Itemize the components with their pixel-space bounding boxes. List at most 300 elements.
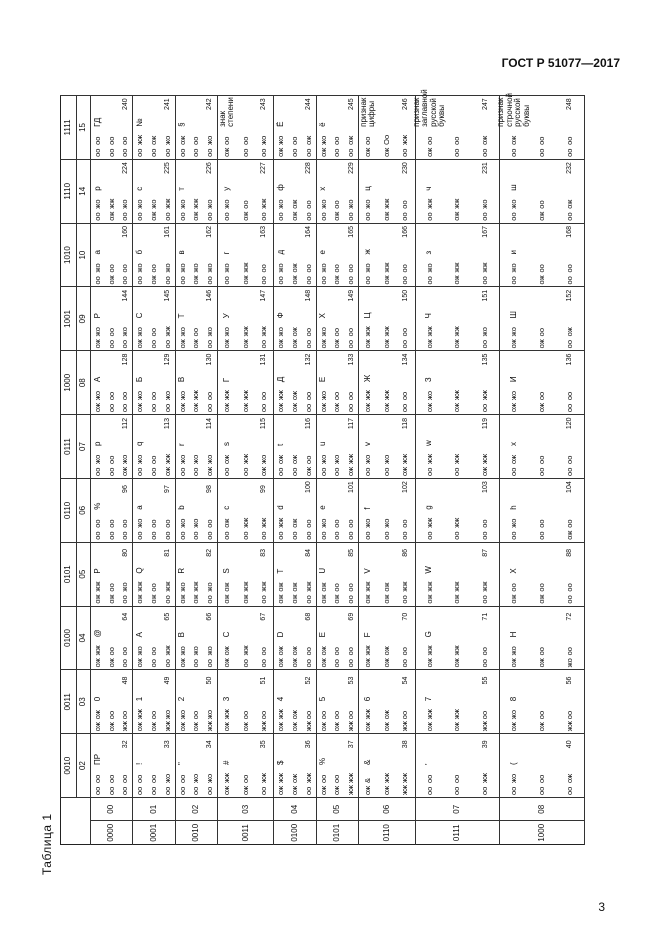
cell-decimal: 136: [566, 353, 574, 366]
cell-dots: жж: [363, 709, 373, 720]
cell-dots: ож: [318, 594, 328, 604]
cell-dots: оо: [346, 327, 356, 337]
cell-dots: оо: [162, 786, 172, 795]
cell-glyph: признак цифры: [358, 97, 377, 127]
cell-dots: оо: [205, 391, 215, 401]
row-code: 08: [500, 798, 585, 822]
cell-dots: жж: [276, 772, 286, 783]
cell-dots: оо: [400, 519, 410, 528]
cell-dots: оо: [400, 647, 410, 656]
cell-dots: оо: [565, 455, 575, 464]
cell-dots: жо: [205, 582, 215, 592]
cell-dots: ож: [381, 147, 391, 157]
cell-dots: жо: [480, 199, 490, 209]
row-bits: 0111: [415, 821, 500, 845]
column-code: 03: [77, 670, 91, 734]
code-cell: [359, 159, 415, 223]
code-cell: [274, 670, 316, 734]
cell-dots: жо: [509, 263, 519, 273]
row-bits: 0000: [91, 821, 133, 845]
code-cell: [415, 670, 500, 734]
cell-glyph: У: [222, 313, 232, 319]
cell-decimal: 103: [481, 481, 489, 493]
cell-decimal: 166: [401, 226, 409, 238]
cell-dots: ож: [222, 646, 232, 656]
cell-dots: ож: [177, 722, 187, 732]
cell-dots: оо: [424, 212, 434, 221]
code-cell: [133, 734, 175, 798]
cell-dots: оо: [106, 583, 116, 592]
cell-dots: жж: [162, 326, 172, 337]
cell-dots: жж: [191, 581, 201, 592]
cell-dots: ож: [92, 722, 102, 732]
cell-glyph: Х: [318, 312, 328, 319]
cell-dots: ож: [92, 710, 102, 720]
cell-dots: жж: [162, 721, 172, 732]
cell-dots: ож: [120, 466, 130, 476]
cell-dots: оо: [177, 467, 187, 476]
code-cell: [316, 223, 358, 287]
cell-dots: оо: [120, 531, 130, 540]
cell-dots: жо: [509, 327, 519, 337]
cell-dots: оо: [259, 647, 269, 656]
cell-dots: оо: [290, 148, 300, 157]
cell-decimal: 82: [206, 548, 214, 557]
cell-glyph: у: [222, 186, 232, 191]
cell-dots: ож: [177, 594, 187, 604]
cell-dots: жж: [162, 581, 172, 592]
cell-dots: оо: [106, 136, 116, 145]
cell-dots: оо: [480, 531, 490, 540]
cell-dots: оо: [332, 583, 342, 592]
cell-dots: ож: [381, 710, 391, 720]
cell-glyph: ш: [509, 184, 518, 191]
cell-dots: оо: [303, 595, 313, 604]
code-cell: [91, 734, 133, 798]
cell-decimal: 134: [401, 353, 409, 366]
cell-dots: жж: [400, 772, 410, 783]
cell-dots: жж: [240, 453, 250, 464]
cell-dots: оо: [346, 583, 356, 592]
cell-dots: жо: [363, 454, 373, 464]
cell-decimal: 39: [481, 740, 489, 749]
code-cell: [415, 478, 500, 542]
row-bits: 0100: [274, 821, 316, 845]
row-bits: 0001: [133, 821, 175, 845]
cell-decimal: 163: [260, 226, 268, 238]
cell-dots: оо: [149, 327, 159, 337]
cell-dots: оо: [259, 710, 269, 720]
cell-dots: ож: [537, 658, 547, 668]
code-cell: [316, 606, 358, 670]
cell-dots: оо: [303, 148, 313, 157]
cell-glyph: г: [222, 251, 232, 255]
cell-dots: оо: [565, 276, 575, 285]
code-cell: [274, 542, 316, 606]
cell-dots: ож: [303, 135, 313, 145]
cell-dots: ож: [452, 275, 462, 285]
cell-dots: жо: [177, 454, 187, 464]
cell-glyph: U: [318, 567, 328, 574]
cell-dots: оо: [303, 327, 313, 337]
cell-dots: ож: [222, 147, 232, 157]
cell-decimal: 225: [164, 162, 172, 174]
cell-dots: оо: [205, 212, 215, 221]
cell-dots: ож: [363, 403, 373, 413]
cell-dots: оо: [303, 519, 313, 528]
cell-dots: ож: [106, 211, 116, 221]
cell-dots: жж: [424, 326, 434, 337]
cell-dots: ож: [290, 263, 300, 273]
cell-dots: жо: [191, 263, 201, 273]
cell-dots: жо: [92, 263, 102, 273]
column-code: 15: [77, 96, 91, 160]
cell-dots: ож: [290, 211, 300, 221]
cell-glyph: &: [363, 759, 373, 765]
cell-dots: оо: [480, 710, 490, 720]
cell-dots: оо: [120, 774, 130, 783]
cell-dots: оо: [149, 519, 159, 528]
cell-dots: оо: [205, 276, 215, 285]
cell-glyph: !: [135, 762, 145, 765]
cell-dots: жж: [259, 581, 269, 592]
cell-dots: ож: [332, 211, 342, 221]
cell-dots: ож: [363, 594, 373, 604]
cell-dots: ож: [565, 530, 575, 540]
cell-dots: жо: [205, 263, 215, 273]
cell-dots: ож: [318, 582, 328, 592]
cell-decimal: 145: [164, 289, 172, 302]
code-cell: [274, 287, 316, 351]
cell-dots: жо: [135, 518, 145, 528]
cell-decimal: 68: [305, 612, 313, 621]
cell-dots: оо: [480, 212, 490, 221]
cell-dots: оо: [303, 647, 313, 656]
cell-dots: жо: [191, 773, 201, 783]
cell-dots: ож: [346, 135, 356, 145]
cell-glyph: (: [509, 762, 518, 765]
cell-dots: оо: [205, 519, 215, 528]
cell-dots: оо: [565, 647, 575, 656]
cell-dots: жж: [92, 645, 102, 656]
cell-dots: оо: [332, 710, 342, 720]
cell-dots: ож: [537, 594, 547, 604]
code-cell: [359, 415, 415, 479]
code-cell: [175, 159, 217, 223]
cell-dots: оо: [318, 467, 328, 476]
cell-dots: оо: [259, 659, 269, 668]
cell-decimal: 113: [164, 417, 172, 430]
cell-glyph: ч: [424, 186, 434, 191]
cell-dots: ож: [162, 466, 172, 476]
code-cell: [415, 223, 500, 287]
cell-glyph: §: [177, 122, 187, 127]
code-cell: [274, 478, 316, 542]
cell-glyph: Е: [318, 632, 328, 638]
cell-dots: жж: [240, 517, 250, 528]
row-bits: 0101: [316, 821, 358, 845]
cell-decimal: 83: [260, 548, 268, 557]
cell-dots: жж: [240, 645, 250, 656]
code-cell: [359, 223, 415, 287]
cell-dots: оо: [259, 264, 269, 273]
cell-dots: оо: [149, 148, 159, 157]
cell-dots: оо: [480, 519, 490, 528]
cell-dots: оо: [346, 519, 356, 528]
cell-dots: оо: [480, 276, 490, 285]
cell-dots: ож: [240, 785, 250, 795]
row-bits: 1000: [500, 821, 585, 845]
column-bits: 0111: [61, 415, 77, 479]
cell-dots: оо: [363, 531, 373, 540]
cell-glyph: е: [318, 250, 328, 255]
cell-decimal: 160: [121, 226, 129, 238]
cell-dots: оо: [92, 786, 102, 795]
cell-dots: оо: [565, 786, 575, 795]
cell-dots: жо: [205, 773, 215, 783]
cell-dots: жо: [205, 709, 215, 720]
cell-dots: оо: [480, 786, 490, 795]
cell-decimal: 114: [206, 417, 214, 430]
cell-dots: оо: [303, 659, 313, 668]
cell-dots: ож: [424, 658, 434, 668]
code-cell: [217, 96, 273, 160]
cell-decimal: 244: [305, 98, 313, 110]
cell-dots: оо: [303, 276, 313, 285]
code-cell: [91, 478, 133, 542]
cell-dots: оо: [177, 531, 187, 540]
cell-dots: оо: [191, 710, 201, 720]
row-code: 07: [415, 798, 500, 822]
cell-dots: ож: [290, 710, 300, 720]
cell-dots: оо: [240, 710, 250, 720]
code-cell: [500, 159, 585, 223]
cell-dots: оо: [318, 710, 328, 720]
cell-decimal: 242: [206, 98, 214, 110]
cell-dots: Оо: [381, 134, 391, 145]
cell-dots: ож: [240, 594, 250, 604]
code-cell: [91, 670, 133, 734]
cell-dots: ож: [222, 722, 232, 732]
cell-glyph: признак заглавной русской буквы: [411, 89, 446, 127]
cell-glyph: З: [424, 377, 434, 383]
code-cell: [175, 670, 217, 734]
cell-dots: жо: [177, 646, 187, 656]
row-code: 01: [133, 798, 175, 822]
cell-dots: жо: [318, 199, 328, 209]
cell-dots: жо: [92, 327, 102, 337]
cell-decimal: 69: [347, 612, 355, 621]
cell-dots: оо: [120, 403, 130, 413]
cell-dots: ож: [424, 403, 434, 413]
cell-dots: оо: [346, 391, 356, 401]
cell-dots: ож: [452, 594, 462, 604]
cell-decimal: 226: [206, 162, 214, 174]
cell-dots: жо: [191, 646, 201, 656]
cell-dots: ож: [222, 785, 232, 795]
cell-dots: ож: [177, 403, 187, 413]
cell-dots: ож: [452, 658, 462, 668]
cell-dots: оо: [222, 531, 232, 540]
cell-dots: оо: [120, 339, 130, 349]
cell-glyph: ж: [363, 249, 373, 255]
code-cell: [316, 96, 358, 160]
cell-dots: ож: [346, 466, 356, 476]
cell-decimal: 65: [164, 612, 172, 621]
code-cell: [217, 415, 273, 479]
cell-dots: ож: [509, 339, 519, 349]
code-cell: [175, 96, 217, 160]
cell-dots: жо: [177, 709, 187, 720]
code-cell: [359, 670, 415, 734]
cell-decimal: 229: [347, 162, 355, 174]
cell-decimal: 50: [206, 676, 214, 685]
cell-dots: ож: [92, 339, 102, 349]
cell-dots: ож: [240, 211, 250, 221]
cell-dots: оо: [400, 659, 410, 668]
cell-dots: оо: [509, 583, 519, 592]
cell-dots: ож: [318, 658, 328, 668]
cell-dots: оо: [303, 339, 313, 349]
cell-dots: ож: [191, 403, 201, 413]
cell-dots: жж: [363, 326, 373, 337]
cell-dots: жо: [509, 390, 519, 401]
cell-dots: ож: [381, 582, 391, 592]
cell-glyph: D: [276, 631, 286, 638]
cell-decimal: 81: [164, 548, 172, 557]
cell-dots: ож: [565, 199, 575, 209]
cell-dots: оо: [162, 595, 172, 604]
cell-decimal: 116: [305, 417, 313, 430]
cell-decimal: 48: [121, 676, 129, 685]
cell-dots: ож: [290, 327, 300, 337]
cell-dots: оо: [565, 391, 575, 401]
cell-dots: жо: [135, 199, 145, 209]
cell-dots: жж: [259, 198, 269, 209]
cell-glyph: и: [509, 250, 518, 255]
cell-dots: оо: [162, 403, 172, 413]
cell-glyph: признак строчной русской буквы: [496, 92, 531, 127]
column-bits: 0011: [61, 670, 77, 734]
cell-glyph: Ж: [363, 374, 373, 383]
code-cell: [316, 351, 358, 415]
cell-dots: оо: [346, 264, 356, 273]
cell-dots: оо: [381, 467, 391, 476]
cell-glyph: Х: [509, 568, 518, 574]
cell-dots: жо: [162, 135, 172, 145]
cell-dots: оо: [276, 531, 286, 540]
cell-dots: ож: [290, 199, 300, 209]
cell-dots: ож: [222, 658, 232, 668]
cell-dots: жо: [509, 199, 519, 209]
cell-dots: оо: [480, 339, 490, 349]
code-cell: [415, 287, 500, 351]
cell-dots: ож: [332, 339, 342, 349]
cell-dots: жо: [177, 199, 187, 209]
code-cell: [496, 92, 585, 160]
cell-dots: ож: [149, 211, 159, 221]
cell-dots: жж: [303, 721, 313, 732]
cell-dots: оо: [240, 200, 250, 209]
cell-dots: оо: [92, 212, 102, 221]
cell-dots: ож: [177, 658, 187, 668]
cell-dots: оо: [162, 212, 172, 221]
cell-dots: оо: [92, 276, 102, 285]
cell-glyph: ф: [276, 184, 286, 191]
cell-dots: оо: [363, 136, 373, 145]
cell-decimal: 56: [566, 676, 574, 685]
cell-dots: жо: [191, 454, 201, 464]
cell-dots: жж: [452, 453, 462, 464]
cell-decimal: 80: [121, 548, 129, 557]
cell-decimal: 118: [401, 417, 409, 430]
cell-dots: оо: [346, 595, 356, 604]
cell-dots: жж: [381, 326, 391, 337]
cell-glyph: з: [424, 250, 434, 255]
code-cell: [133, 415, 175, 479]
cell-dots: ож: [276, 658, 286, 668]
row-bits: 0110: [359, 821, 415, 845]
cell-dots: ож: [424, 147, 434, 157]
cell-dots: ож: [509, 658, 519, 668]
cell-dots: оо: [106, 710, 116, 720]
code-cell: [91, 96, 133, 160]
cell-glyph: 1: [135, 696, 145, 702]
code-cell: [175, 351, 217, 415]
cell-dots: жж: [135, 709, 145, 720]
cell-dots: оо: [92, 519, 102, 528]
cell-dots: жж: [400, 453, 410, 464]
cell-dots: жж: [162, 198, 172, 209]
cell-dots: оо: [332, 200, 342, 209]
cell-dots: жо: [332, 454, 342, 464]
cell-dots: жж: [480, 262, 490, 273]
cell-dots: жж: [480, 581, 490, 592]
cell-dots: оо: [191, 659, 201, 668]
page-header-title: ГОСТ Р 51077—2017: [501, 56, 620, 70]
cell-dots: оо: [149, 339, 159, 349]
cell-glyph: И: [509, 376, 518, 383]
cell-dots: оо: [120, 786, 130, 795]
code-cell: [91, 351, 133, 415]
cell-dots: оо: [565, 136, 575, 145]
cell-decimal: 168: [566, 226, 574, 238]
cell-dots: жо: [177, 390, 187, 401]
cell-glyph: 0: [92, 696, 102, 702]
cell-dots: ож: [106, 658, 116, 668]
cell-glyph: ПР: [92, 753, 102, 765]
cell-dots: жж: [452, 390, 462, 401]
cell-dots: ож: [332, 275, 342, 285]
code-cell: [415, 606, 500, 670]
cell-glyph: Ц: [363, 312, 373, 319]
cell-decimal: 55: [481, 676, 489, 685]
cell-dots: оо: [318, 276, 328, 285]
code-cell: [316, 287, 358, 351]
cell-decimal: 98: [206, 485, 214, 493]
cell-glyph: б: [135, 249, 145, 255]
cell-dots: жо: [92, 454, 102, 464]
cell-dots: ож: [537, 339, 547, 349]
cell-decimal: 132: [305, 353, 313, 366]
cell-decimal: 53: [347, 676, 355, 685]
column-bits: 0110: [61, 478, 77, 542]
cell-dots: жо: [318, 390, 328, 401]
cell-dots: ож: [381, 403, 391, 413]
cell-dots: жо: [162, 390, 172, 401]
cell-dots: жж: [259, 772, 269, 783]
code-cell: [133, 478, 175, 542]
